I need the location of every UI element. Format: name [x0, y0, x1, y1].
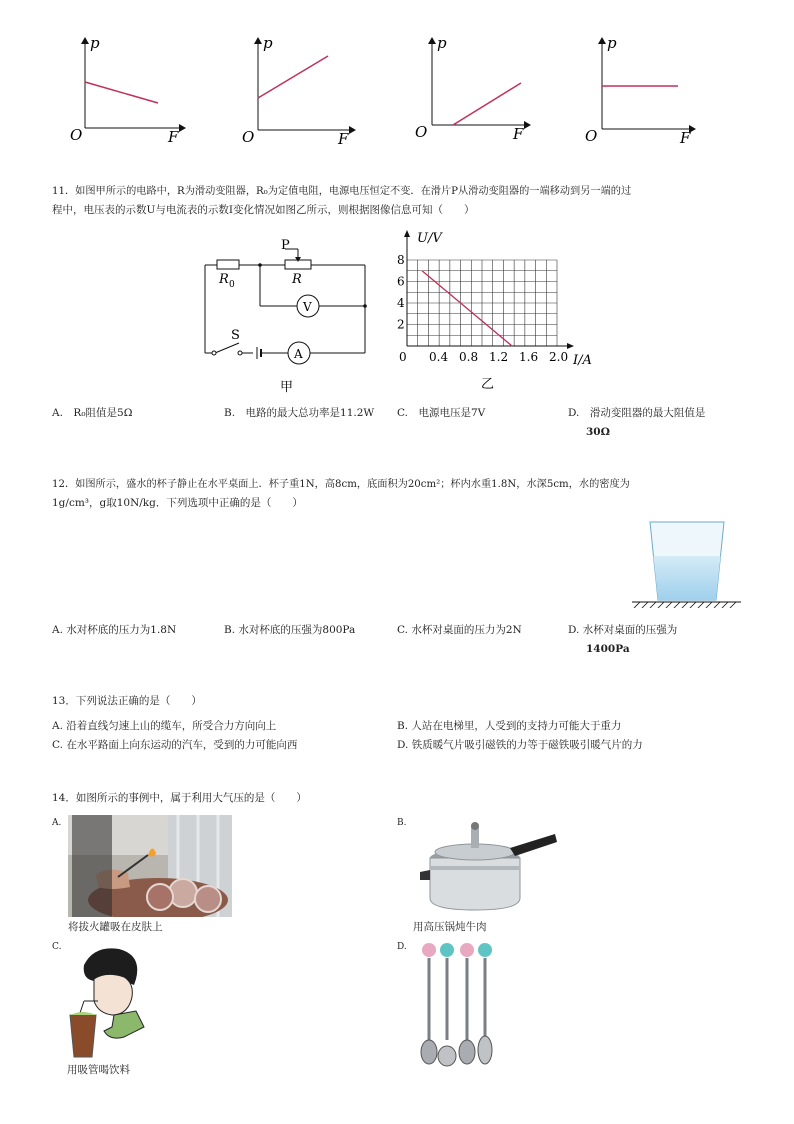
- graph-b-xlabel: F: [338, 130, 349, 148]
- circuit-v-label: V: [303, 300, 312, 314]
- q11-stem-line1: 11．如图甲所示的电路中，R为滑动变阻器，R₀为定值电阻，电源电压恒定不变．在滑片P从滑动变阻器的一端移动到另一端的过: [52, 186, 632, 197]
- graph-d: [585, 34, 695, 147]
- ui-chart: [395, 228, 605, 393]
- q14-caption-b: 用高压锅炖牛肉: [413, 921, 487, 933]
- pf-graphs: [60, 30, 720, 150]
- water-cup-image: [628, 518, 743, 608]
- graph-b-origin: O: [242, 128, 255, 146]
- q11-option-d-cont: 30Ω: [586, 426, 610, 438]
- graph-c-ylabel: p: [437, 34, 447, 52]
- circuit-diagram: [195, 235, 380, 395]
- x-tick-label: 0.8: [459, 350, 479, 364]
- q12-stem-line2: 1g/cm³，g取10N/kg．下列选项中正确的是（ ）: [52, 497, 303, 509]
- graph-d-ylabel: p: [607, 34, 617, 52]
- q11-option-b[interactable]: B. 电路的最大总功率是11.2W: [224, 407, 375, 419]
- graph-c-line: [453, 83, 521, 125]
- circuit-p-label: P: [281, 238, 290, 253]
- y-tick-label: 6: [397, 274, 405, 289]
- x-tick-label: 2.0: [549, 350, 569, 364]
- q13-option-a[interactable]: A. 沿着直线匀速上山的缆车，所受合力方向向上: [52, 720, 277, 732]
- chart-ticks: [397, 253, 568, 364]
- circuit-caption: 甲: [280, 380, 294, 395]
- q11-options: [52, 405, 752, 441]
- graph-d-xlabel: F: [680, 129, 691, 147]
- x-tick-label: 0: [399, 350, 407, 364]
- x-tick-label: 1.6: [519, 350, 539, 364]
- q14-caption-c: 用吸管喝饮料: [67, 1064, 130, 1076]
- circuit-s-label: S: [231, 328, 240, 343]
- graph-b-line: [258, 56, 328, 98]
- y-tick-label: 4: [397, 296, 405, 310]
- circuit-r0-sub: 0: [229, 280, 235, 290]
- graph-b-ylabel: p: [263, 34, 273, 52]
- q13-option-b[interactable]: B. 人站在电梯里，人受到的支持力可能大于重力: [397, 720, 622, 732]
- q11-stem: [52, 183, 752, 219]
- y-tick-label: 8: [397, 253, 405, 267]
- y-axis-arrow: [404, 230, 410, 237]
- circuit-r0-label: R: [219, 272, 229, 287]
- q14-caption-a: 将拔火罐吸在皮肤上: [68, 921, 163, 933]
- cupping-photo: [68, 815, 232, 917]
- chart-xlabel: I/A: [573, 353, 592, 368]
- q12-stem-line1: 12．如图所示，盛水的杯子静止在水平桌面上．杯子重1N，高8cm，底面积为20cm²；杯内水重1.8N，水深5cm，水的密度为: [52, 479, 630, 490]
- q11-option-c[interactable]: C. 电源电压是7V: [397, 407, 486, 419]
- chart-grid: [407, 260, 557, 346]
- q12-stem: [52, 476, 752, 512]
- q12-options: [52, 622, 752, 658]
- graph-c: [415, 34, 530, 143]
- x-tick-label: 0.4: [429, 350, 449, 364]
- q12-option-d-cont: 1400Pa: [586, 643, 630, 655]
- suction-hooks-image: [415, 940, 505, 1070]
- pressure-cooker-image: [415, 820, 560, 915]
- graph-b: [242, 34, 355, 148]
- q11-option-a[interactable]: A. R₀阻值是5Ω: [52, 407, 133, 419]
- circuit-r-label: R: [292, 272, 302, 287]
- q12-option-a[interactable]: A. 水对杯底的压力为1.8N: [52, 624, 177, 636]
- q12-option-c[interactable]: C. 水杯对桌面的压力为2N: [397, 624, 522, 636]
- graph-d-origin: O: [585, 127, 598, 145]
- q12-option-d[interactable]: D. 水杯对桌面的压强为: [568, 624, 678, 636]
- q11-stem-line2: 程中，电压表的示数U与电流表的示数I变化情况如图乙所示，则根据图像信息可知（ ）: [52, 204, 475, 216]
- q14-option-b[interactable]: B.: [397, 818, 407, 828]
- graph-a-line: [85, 82, 158, 103]
- q13-option-c[interactable]: C. 在水平路面上向东运动的汽车，受到的力可能向西: [52, 739, 298, 751]
- chart-caption: 乙: [481, 377, 495, 392]
- x-tick-label: 1.2: [489, 350, 509, 364]
- circuit-a-label: A: [294, 347, 303, 361]
- series-line: [422, 271, 512, 346]
- graph-a-ylabel: p: [90, 34, 100, 52]
- graph-a: [70, 34, 185, 146]
- x-axis-arrow: [567, 343, 574, 349]
- graph-a-origin: O: [70, 126, 83, 144]
- q14-option-d[interactable]: D.: [397, 942, 407, 952]
- drinking-straw-image: [64, 945, 154, 1060]
- chart-axes: [404, 230, 574, 349]
- q13-option-d[interactable]: D. 铁质暖气片吸引磁铁的力等于磁铁吸引暖气片的力: [397, 739, 643, 751]
- graph-a-xlabel: F: [168, 128, 179, 146]
- q13-stem: 13．下列说法正确的是（ ）: [52, 695, 202, 707]
- chart-series: [422, 271, 512, 346]
- y-tick-label: 2: [397, 317, 405, 332]
- chart-ylabel: U/V: [417, 231, 442, 246]
- q14-stem: 14．如图所示的事例中，属于利用大气压的是（ ）: [52, 792, 307, 804]
- q11-option-d[interactable]: D. 滑动变阻器的最大阻值是: [568, 407, 706, 419]
- q14-option-c[interactable]: C.: [52, 942, 62, 952]
- graph-c-origin: O: [415, 123, 428, 141]
- q13-options: [52, 718, 752, 758]
- graph-c-xlabel: F: [513, 125, 524, 143]
- q12-option-b[interactable]: B. 水对杯底的压强为800Pa: [224, 624, 356, 636]
- q14-option-a[interactable]: A.: [52, 818, 62, 828]
